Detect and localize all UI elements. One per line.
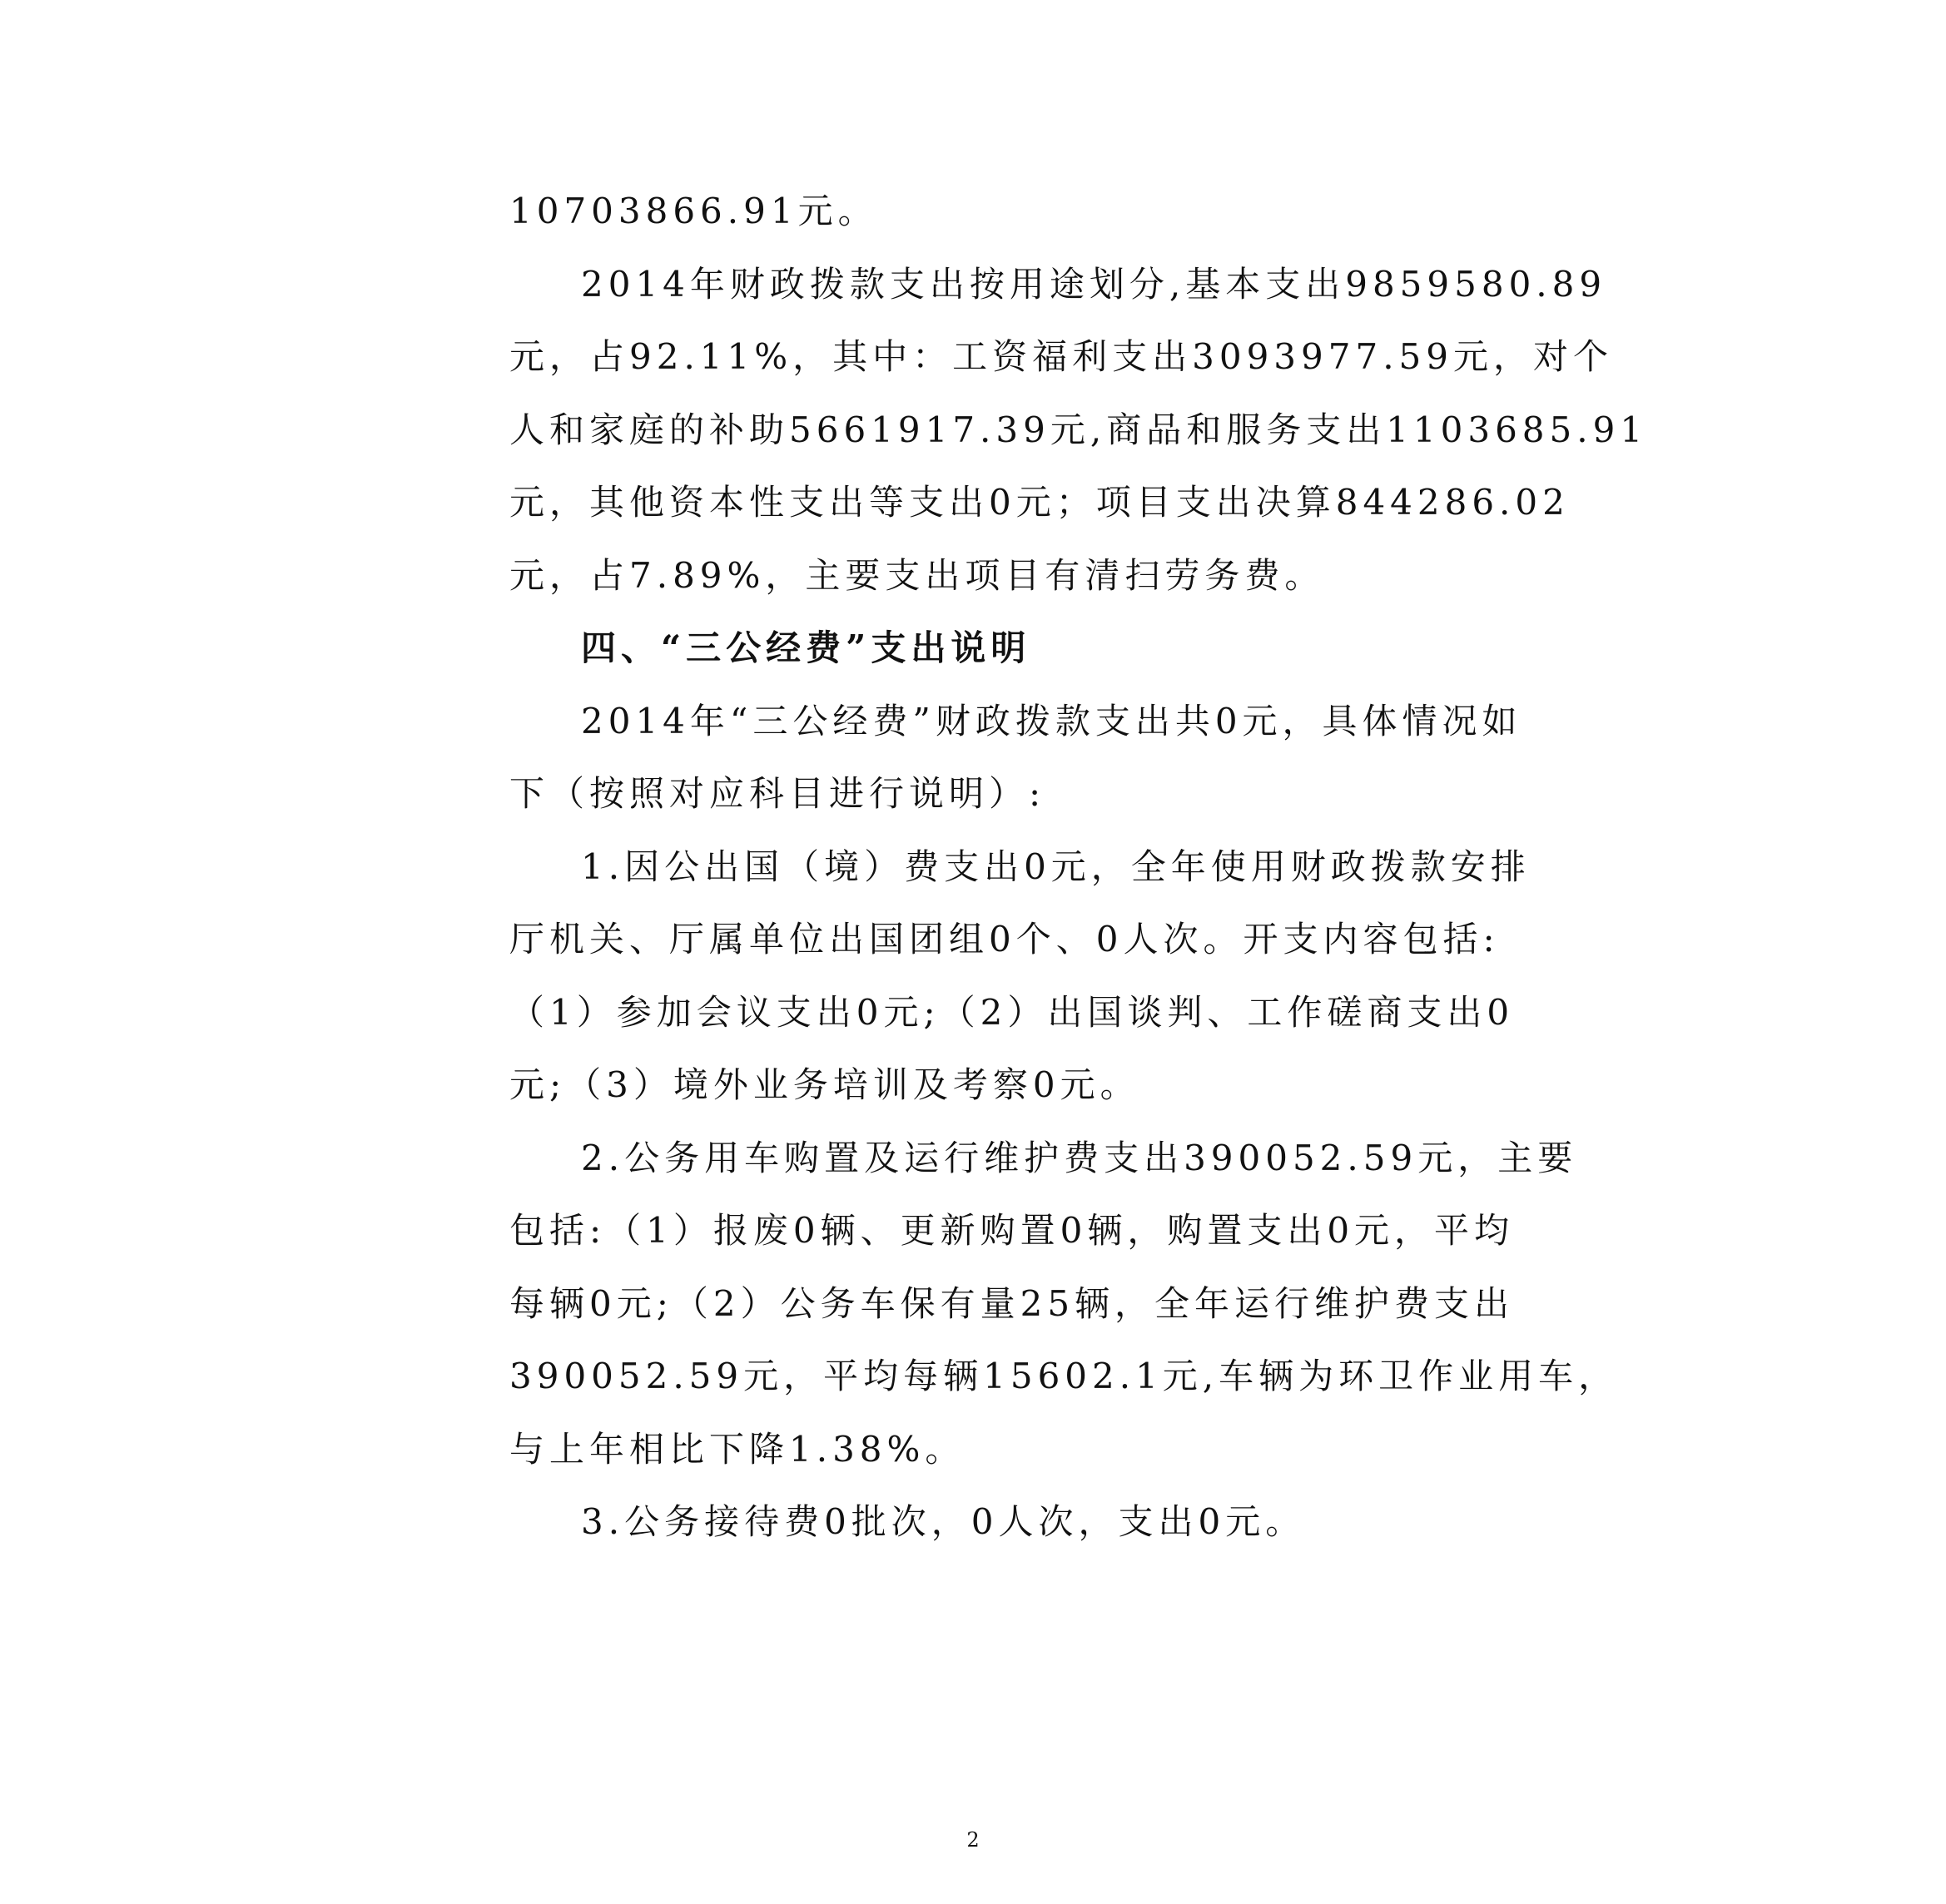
text-line-2: 2014年财政拨款支出按用途划分,基本支出9859580.89: [581, 264, 1607, 305]
text-line-18: 与上年相比下降1.38%。: [509, 1429, 966, 1470]
text-line-12: （1）参加会议支出0元;（2）出国谈判、工作磋商支出0: [509, 992, 1515, 1033]
text-line-10: 1.因公出国（境）费支出0元，全年使用财政拨款安排: [581, 846, 1531, 887]
text-line-13: 元;（3）境外业务培训及考察0元。: [509, 1064, 1140, 1105]
text-line-6: 元，占7.89%，主要支出项目有清扫劳务费。: [509, 555, 1325, 596]
text-line-1: 10703866.91元。: [509, 191, 878, 231]
text-line-14: 2.公务用车购置及运行维护费支出390052.59元，主要: [581, 1138, 1578, 1178]
text-line-11: 厅机关、厅属单位出国团组0个、0人次。开支内容包括:: [509, 919, 1500, 959]
text-line-8: 2014年“三公经费”财政拨款支出共0元，具体情况如: [581, 701, 1522, 741]
text-line-15: 包括:（1）报废0辆、更新购置0辆，购置支出0元，平均: [509, 1210, 1515, 1251]
text-line-4: 人和家庭的补助5661917.39元,商品和服务支出1103685.91: [509, 409, 1648, 450]
text-line-5: 元，其他资本性支出等支出0元；项目支出决算844286.02: [509, 482, 1570, 523]
text-line-19: 3.公务接待费0批次，0人次，支出0元。: [581, 1501, 1306, 1542]
text-line-3: 元，占92.11%，其中：工资福利支出3093977.59元，对个: [509, 336, 1613, 377]
text-line-17: 390052.59元，平均每辆15602.1元,车辆为环卫作业用车，: [509, 1356, 1619, 1396]
text-line-9: 下（按照对应科目进行说明）:: [509, 773, 1046, 814]
section-heading: 四、“三公经费”支出说明: [581, 627, 1031, 668]
page-number: 2: [966, 1828, 980, 1852]
text-line-16: 每辆0元;（2）公务车保有量25辆，全年运行维护费支出: [509, 1283, 1515, 1324]
